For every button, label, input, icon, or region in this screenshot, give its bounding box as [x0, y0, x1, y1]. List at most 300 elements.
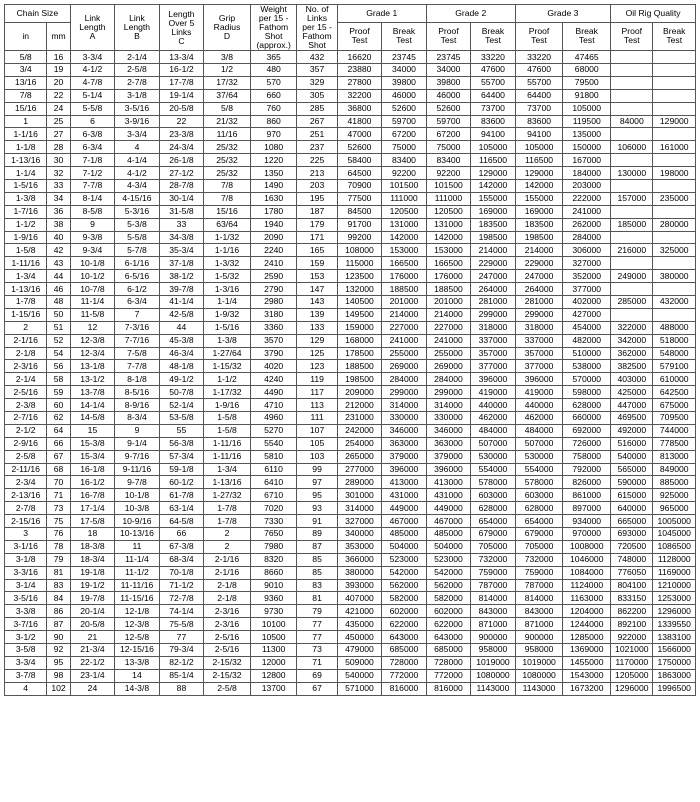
cell-grade2-proof: 284000: [426, 373, 471, 386]
cell-link-length-a: 15-3/8: [70, 437, 115, 450]
cell-link-length-b: 2-7/8: [115, 76, 160, 89]
cell-grade1-break: 269000: [382, 360, 427, 373]
cell-oil-rig-break: 778500: [653, 437, 696, 450]
table-row: [5, 515, 696, 528]
table-body: [5, 51, 696, 696]
cell-size-in: 3-5/16: [5, 592, 47, 605]
cell-no-links: 85: [297, 553, 337, 566]
header-link-length-a: Link Length A: [70, 5, 115, 51]
cell-grade2-break: 507000: [471, 437, 516, 450]
cell-length-over-5: 16-1/2: [159, 63, 204, 76]
cell-size-mm: 46: [47, 283, 70, 296]
cell-grade1-break: 46000: [382, 89, 427, 102]
cell-oil-rig-proof: 130000: [611, 167, 653, 180]
cell-size-mm: 67: [47, 450, 70, 463]
cell-oil-rig-break: 965000: [653, 502, 696, 515]
cell-grade1-break: 34000: [382, 63, 427, 76]
cell-grade2-proof: 504000: [426, 540, 471, 553]
cell-grip-radius: 1-11/16: [204, 450, 251, 463]
cell-link-length-b: 6-5/16: [115, 270, 160, 283]
cell-grade3-proof: 33220: [515, 51, 563, 64]
cell-grip-radius: 25/32: [204, 167, 251, 180]
cell-size-mm: 73: [47, 502, 70, 515]
cell-grip-radius: 2-15/32: [204, 656, 251, 669]
cell-link-length-a: 19-1/8: [70, 566, 115, 579]
cell-grade2-proof: 562000: [426, 579, 471, 592]
cell-no-links: 165: [297, 244, 337, 257]
cell-weight: 6110: [250, 463, 297, 476]
cell-grade2-proof: 685000: [426, 644, 471, 657]
cell-size-in: 3-3/4: [5, 656, 47, 669]
cell-size-mm: 75: [47, 515, 70, 528]
cell-grade2-break: 759000: [471, 566, 516, 579]
cell-grade3-break: 1163000: [563, 592, 611, 605]
cell-link-length-b: 8-1/8: [115, 373, 160, 386]
cell-oil-rig-proof: 1021000: [611, 644, 653, 657]
cell-size-in: 3-5/8: [5, 644, 47, 657]
cell-weight: 1940: [250, 218, 297, 231]
cell-grade3-break: 79500: [563, 76, 611, 89]
cell-link-length-a: 13-1/2: [70, 373, 115, 386]
table-row: [5, 192, 696, 205]
cell-grade2-break: 318000: [471, 321, 516, 334]
cell-grade1-break: 142000: [382, 231, 427, 244]
cell-size-in: 3-1/16: [5, 540, 47, 553]
table-row: [5, 528, 696, 541]
cell-length-over-5: 44: [159, 321, 204, 334]
cell-grade2-proof: 142000: [426, 231, 471, 244]
cell-link-length-b: 11-1/2: [115, 566, 160, 579]
table-row: [5, 502, 696, 515]
cell-weight: 4960: [250, 412, 297, 425]
cell-length-over-5: 19-1/4: [159, 89, 204, 102]
cell-grade3-break: 68000: [563, 63, 611, 76]
cell-grip-radius: 2-1/16: [204, 566, 251, 579]
cell-oil-rig-break: 1996500: [653, 682, 696, 695]
cell-grade1-break: 101500: [382, 179, 427, 192]
cell-oil-rig-break: 1045000: [653, 528, 696, 541]
cell-link-length-a: 14-1/4: [70, 399, 115, 412]
cell-oil-rig-break: [653, 128, 696, 141]
cell-link-length-b: 8-5/16: [115, 386, 160, 399]
cell-weight: 7980: [250, 540, 297, 553]
cell-grade1-proof: 479000: [337, 644, 382, 657]
cell-link-length-a: 20-1/4: [70, 605, 115, 618]
cell-length-over-5: 71-1/2: [159, 579, 204, 592]
cell-grade1-proof: 99200: [337, 231, 382, 244]
cell-oil-rig-proof: [611, 231, 653, 244]
cell-grade1-proof: 277000: [337, 463, 382, 476]
cell-grade1-break: 379000: [382, 450, 427, 463]
cell-grade1-proof: 314000: [337, 502, 382, 515]
table-row: [5, 308, 696, 321]
cell-grade2-proof: 622000: [426, 618, 471, 631]
cell-size-in: 15/16: [5, 102, 47, 115]
cell-size-mm: 51: [47, 321, 70, 334]
cell-link-length-a: 11-5/8: [70, 308, 115, 321]
cell-link-length-a: 24: [70, 682, 115, 695]
cell-link-length-b: 7-7/8: [115, 360, 160, 373]
cell-grade1-break: 542000: [382, 566, 427, 579]
cell-no-links: 67: [297, 682, 337, 695]
cell-grade3-break: 482000: [563, 334, 611, 347]
cell-link-length-a: 14-5/8: [70, 412, 115, 425]
table-row: [5, 63, 696, 76]
cell-grip-radius: 1-13/16: [204, 476, 251, 489]
table-header: [5, 5, 696, 51]
cell-weight: 9010: [250, 579, 297, 592]
cell-size-mm: 52: [47, 334, 70, 347]
cell-grip-radius: 2: [204, 528, 251, 541]
cell-oil-rig-proof: 216000: [611, 244, 653, 257]
cell-grade3-proof: 958000: [515, 644, 563, 657]
chain-size-table: [4, 4, 696, 696]
cell-oil-rig-break: 280000: [653, 218, 696, 231]
cell-link-length-b: 7: [115, 308, 160, 321]
table-row: [5, 424, 696, 437]
cell-length-over-5: 26-1/8: [159, 154, 204, 167]
cell-grade2-break: 142000: [471, 179, 516, 192]
cell-grade3-break: 1543000: [563, 669, 611, 682]
cell-grade3-break: 1244000: [563, 618, 611, 631]
cell-size-mm: 83: [47, 579, 70, 592]
cell-size-in: 1-7/8: [5, 296, 47, 309]
cell-grade2-proof: 39800: [426, 76, 471, 89]
header-no-links: No. of Links per 15 - Fathom Shot: [297, 5, 337, 51]
cell-grade1-proof: 231000: [337, 412, 382, 425]
cell-grade3-proof: 507000: [515, 437, 563, 450]
table-row: [5, 592, 696, 605]
cell-grade3-break: 570000: [563, 373, 611, 386]
cell-size-mm: 30: [47, 154, 70, 167]
cell-grade1-break: 504000: [382, 540, 427, 553]
cell-link-length-a: 10-1/2: [70, 270, 115, 283]
cell-grade2-break: 64400: [471, 89, 516, 102]
cell-size-mm: 62: [47, 412, 70, 425]
table-row: [5, 218, 696, 231]
cell-grade2-proof: 241000: [426, 334, 471, 347]
cell-grade2-break: 155000: [471, 192, 516, 205]
cell-grip-radius: 1-7/8: [204, 502, 251, 515]
cell-link-length-a: 4-7/8: [70, 76, 115, 89]
cell-grade1-break: 467000: [382, 515, 427, 528]
cell-grade1-proof: 159000: [337, 321, 382, 334]
cell-grade3-proof: 214000: [515, 244, 563, 257]
cell-grade2-break: 462000: [471, 412, 516, 425]
cell-grade1-break: 39800: [382, 76, 427, 89]
cell-no-links: 125: [297, 347, 337, 360]
cell-oil-rig-proof: 590000: [611, 476, 653, 489]
cell-size-in: 2: [5, 321, 47, 334]
table-row: [5, 360, 696, 373]
cell-grip-radius: 1-11/16: [204, 437, 251, 450]
cell-oil-rig-proof: [611, 102, 653, 115]
cell-grade1-proof: 70900: [337, 179, 382, 192]
cell-grade3-proof: 169000: [515, 205, 563, 218]
cell-oil-rig-break: 675000: [653, 399, 696, 412]
cell-grade2-proof: 59700: [426, 115, 471, 128]
cell-oil-rig-break: 579100: [653, 360, 696, 373]
cell-no-links: 267: [297, 115, 337, 128]
cell-grade1-break: 363000: [382, 437, 427, 450]
cell-no-links: 203: [297, 179, 337, 192]
cell-grade3-break: 1008000: [563, 540, 611, 553]
cell-size-mm: 78: [47, 540, 70, 553]
cell-size-in: 2-15/16: [5, 515, 47, 528]
cell-length-over-5: 23-3/8: [159, 128, 204, 141]
cell-grade1-break: 75000: [382, 141, 427, 154]
cell-length-over-5: 64-5/8: [159, 515, 204, 528]
header-weight: Weight per 15 - Fathom Shot (approx.): [250, 5, 297, 51]
cell-grade3-proof: 47600: [515, 63, 563, 76]
cell-oil-rig-proof: 665000: [611, 515, 653, 528]
header-chain-size: Chain Size: [5, 5, 71, 23]
cell-grade3-proof: 318000: [515, 321, 563, 334]
cell-oil-rig-proof: [611, 308, 653, 321]
cell-grade1-proof: 380000: [337, 566, 382, 579]
cell-size-mm: 56: [47, 360, 70, 373]
cell-grade1-proof: 36800: [337, 102, 382, 115]
cell-size-in: 1-5/16: [5, 179, 47, 192]
cell-link-length-b: 14-3/8: [115, 682, 160, 695]
cell-link-length-a: 17-5/8: [70, 515, 115, 528]
cell-grip-radius: 1-15/32: [204, 360, 251, 373]
cell-length-over-5: 77: [159, 631, 204, 644]
cell-oil-rig-proof: 322000: [611, 321, 653, 334]
cell-no-links: 71: [297, 656, 337, 669]
cell-grip-radius: 11/16: [204, 128, 251, 141]
cell-grip-radius: 1-3/32: [204, 257, 251, 270]
cell-no-links: 107: [297, 424, 337, 437]
cell-no-links: 285: [297, 102, 337, 115]
cell-link-length-a: 9-3/4: [70, 244, 115, 257]
cell-size-in: 13/16: [5, 76, 47, 89]
cell-grade2-break: 484000: [471, 424, 516, 437]
cell-oil-rig-break: [653, 63, 696, 76]
cell-length-over-5: 13-3/4: [159, 51, 204, 64]
cell-weight: 2590: [250, 270, 297, 283]
cell-no-links: 251: [297, 128, 337, 141]
cell-grip-radius: 2-5/8: [204, 682, 251, 695]
cell-length-over-5: 39-7/8: [159, 283, 204, 296]
cell-size-in: 1-1/8: [5, 141, 47, 154]
header-length-over-5: Length Over 5 Links C: [159, 5, 204, 51]
cell-grade2-break: 33220: [471, 51, 516, 64]
cell-grade1-proof: 16620: [337, 51, 382, 64]
cell-oil-rig-proof: 776050: [611, 566, 653, 579]
cell-oil-rig-proof: [611, 89, 653, 102]
cell-grade1-break: 120500: [382, 205, 427, 218]
cell-grip-radius: 1-3/4: [204, 463, 251, 476]
cell-weight: 1490: [250, 179, 297, 192]
cell-size-mm: 25: [47, 115, 70, 128]
cell-grade3-proof: 94100: [515, 128, 563, 141]
cell-oil-rig-break: 1863000: [653, 669, 696, 682]
cell-grade1-proof: 509000: [337, 656, 382, 669]
cell-grade3-proof: 654000: [515, 515, 563, 528]
cell-size-mm: 76: [47, 528, 70, 541]
cell-link-length-b: 5-3/16: [115, 205, 160, 218]
cell-size-in: 3-1/2: [5, 631, 47, 644]
cell-size-mm: 38: [47, 218, 70, 231]
table-row: [5, 231, 696, 244]
cell-length-over-5: 31-5/8: [159, 205, 204, 218]
cell-grade2-proof: 523000: [426, 553, 471, 566]
cell-oil-rig-break: 1086500: [653, 540, 696, 553]
cell-grade2-proof: 643000: [426, 631, 471, 644]
cell-no-links: 103: [297, 450, 337, 463]
cell-weight: 2790: [250, 283, 297, 296]
cell-size-mm: 79: [47, 553, 70, 566]
cell-size-mm: 16: [47, 51, 70, 64]
cell-grip-radius: 5/8: [204, 102, 251, 115]
cell-oil-rig-break: 129000: [653, 115, 696, 128]
cell-oil-rig-break: 488000: [653, 321, 696, 334]
cell-length-over-5: 27-1/2: [159, 167, 204, 180]
cell-grade1-break: 83400: [382, 154, 427, 167]
cell-grade1-proof: 41800: [337, 115, 382, 128]
cell-link-length-b: 12-3/8: [115, 618, 160, 631]
cell-weight: 760: [250, 102, 297, 115]
cell-grade2-break: 787000: [471, 579, 516, 592]
cell-size-mm: 24: [47, 102, 70, 115]
cell-grade2-proof: 602000: [426, 605, 471, 618]
cell-grade3-break: 184000: [563, 167, 611, 180]
cell-no-links: 305: [297, 89, 337, 102]
cell-link-length-b: 11: [115, 540, 160, 553]
cell-oil-rig-break: 1128000: [653, 553, 696, 566]
table-row: [5, 618, 696, 631]
cell-grip-radius: 2-3/16: [204, 618, 251, 631]
cell-size-in: 1-11/16: [5, 257, 47, 270]
cell-link-length-b: 2-1/4: [115, 51, 160, 64]
cell-length-over-5: 35-3/4: [159, 244, 204, 257]
cell-length-over-5: 33: [159, 218, 204, 231]
cell-weight: 970: [250, 128, 297, 141]
cell-grade1-break: 241000: [382, 334, 427, 347]
cell-grip-radius: 1-7/8: [204, 515, 251, 528]
cell-link-length-a: 12-3/4: [70, 347, 115, 360]
cell-grade2-break: 247000: [471, 270, 516, 283]
cell-oil-rig-proof: 1170000: [611, 656, 653, 669]
cell-grade2-break: 705000: [471, 540, 516, 553]
cell-link-length-b: 9-11/16: [115, 463, 160, 476]
cell-grade1-break: 582000: [382, 592, 427, 605]
cell-oil-rig-proof: [611, 76, 653, 89]
cell-oil-rig-break: 813000: [653, 450, 696, 463]
cell-size-in: 2-13/16: [5, 489, 47, 502]
cell-grade1-proof: 212000: [337, 399, 382, 412]
cell-grip-radius: 1-5/32: [204, 270, 251, 283]
cell-grade2-break: 900000: [471, 631, 516, 644]
table-row: [5, 283, 696, 296]
cell-no-links: 179: [297, 218, 337, 231]
cell-size-mm: 44: [47, 270, 70, 283]
cell-grade3-proof: 73700: [515, 102, 563, 115]
cell-weight: 1350: [250, 167, 297, 180]
header-proof-test: Proof Test: [337, 22, 382, 50]
cell-grade3-proof: 440000: [515, 399, 563, 412]
cell-grade3-proof: 578000: [515, 476, 563, 489]
cell-no-links: 77: [297, 631, 337, 644]
cell-grip-radius: 2: [204, 540, 251, 553]
cell-grade3-break: 861000: [563, 489, 611, 502]
cell-link-length-b: 3-9/16: [115, 115, 160, 128]
cell-weight: 13700: [250, 682, 297, 695]
cell-grip-radius: 2-1/8: [204, 579, 251, 592]
cell-grade3-proof: 843000: [515, 605, 563, 618]
cell-grade3-proof: 299000: [515, 308, 563, 321]
cell-oil-rig-proof: 285000: [611, 296, 653, 309]
cell-grade3-break: 692000: [563, 424, 611, 437]
table-row: [5, 334, 696, 347]
table-row: [5, 347, 696, 360]
cell-link-length-a: 16-1/8: [70, 463, 115, 476]
cell-grip-radius: 1-5/8: [204, 412, 251, 425]
cell-oil-rig-break: 744000: [653, 424, 696, 437]
cell-grade3-proof: 396000: [515, 373, 563, 386]
cell-size-in: 3-3/16: [5, 566, 47, 579]
cell-grade3-break: 402000: [563, 296, 611, 309]
cell-oil-rig-break: [653, 283, 696, 296]
cell-grade2-proof: 363000: [426, 437, 471, 450]
cell-link-length-a: 10-7/8: [70, 283, 115, 296]
cell-size-mm: 98: [47, 669, 70, 682]
cell-grip-radius: 2-5/16: [204, 644, 251, 657]
cell-length-over-5: 38-1/2: [159, 270, 204, 283]
cell-oil-rig-break: 885000: [653, 476, 696, 489]
cell-grade2-break: 628000: [471, 502, 516, 515]
cell-grade2-break: 264000: [471, 283, 516, 296]
cell-grade3-break: 306000: [563, 244, 611, 257]
cell-oil-rig-break: 235000: [653, 192, 696, 205]
cell-grade1-proof: 450000: [337, 631, 382, 644]
cell-weight: 4490: [250, 386, 297, 399]
cell-link-length-a: 12-3/8: [70, 334, 115, 347]
table-row: [5, 154, 696, 167]
cell-oil-rig-proof: [611, 63, 653, 76]
table-row: [5, 437, 696, 450]
cell-link-length-b: 8-3/4: [115, 412, 160, 425]
cell-grip-radius: 2-5/16: [204, 631, 251, 644]
cell-grip-radius: 17/32: [204, 76, 251, 89]
cell-size-in: 2-7/8: [5, 502, 47, 515]
cell-length-over-5: 49-1/2: [159, 373, 204, 386]
cell-grade3-break: 284000: [563, 231, 611, 244]
cell-grade3-break: 538000: [563, 360, 611, 373]
cell-no-links: 195: [297, 192, 337, 205]
cell-grade3-proof: 142000: [515, 179, 563, 192]
cell-grade1-break: 52600: [382, 102, 427, 115]
cell-grade3-break: 758000: [563, 450, 611, 463]
cell-grip-radius: 7/8: [204, 179, 251, 192]
cell-link-length-b: 7-7/16: [115, 334, 160, 347]
table-row: [5, 644, 696, 657]
cell-grade2-proof: 153000: [426, 244, 471, 257]
cell-no-links: 139: [297, 308, 337, 321]
cell-grade1-break: 284000: [382, 373, 427, 386]
cell-no-links: 77: [297, 618, 337, 631]
table-row: [5, 463, 696, 476]
cell-link-length-b: 5-7/8: [115, 244, 160, 257]
cell-grade1-proof: 140500: [337, 296, 382, 309]
cell-grade3-break: 826000: [563, 476, 611, 489]
header-proof-test: Proof Test: [426, 22, 471, 50]
table-row: [5, 244, 696, 257]
cell-weight: 7330: [250, 515, 297, 528]
cell-grade2-break: 169000: [471, 205, 516, 218]
cell-grade2-break: 116500: [471, 154, 516, 167]
